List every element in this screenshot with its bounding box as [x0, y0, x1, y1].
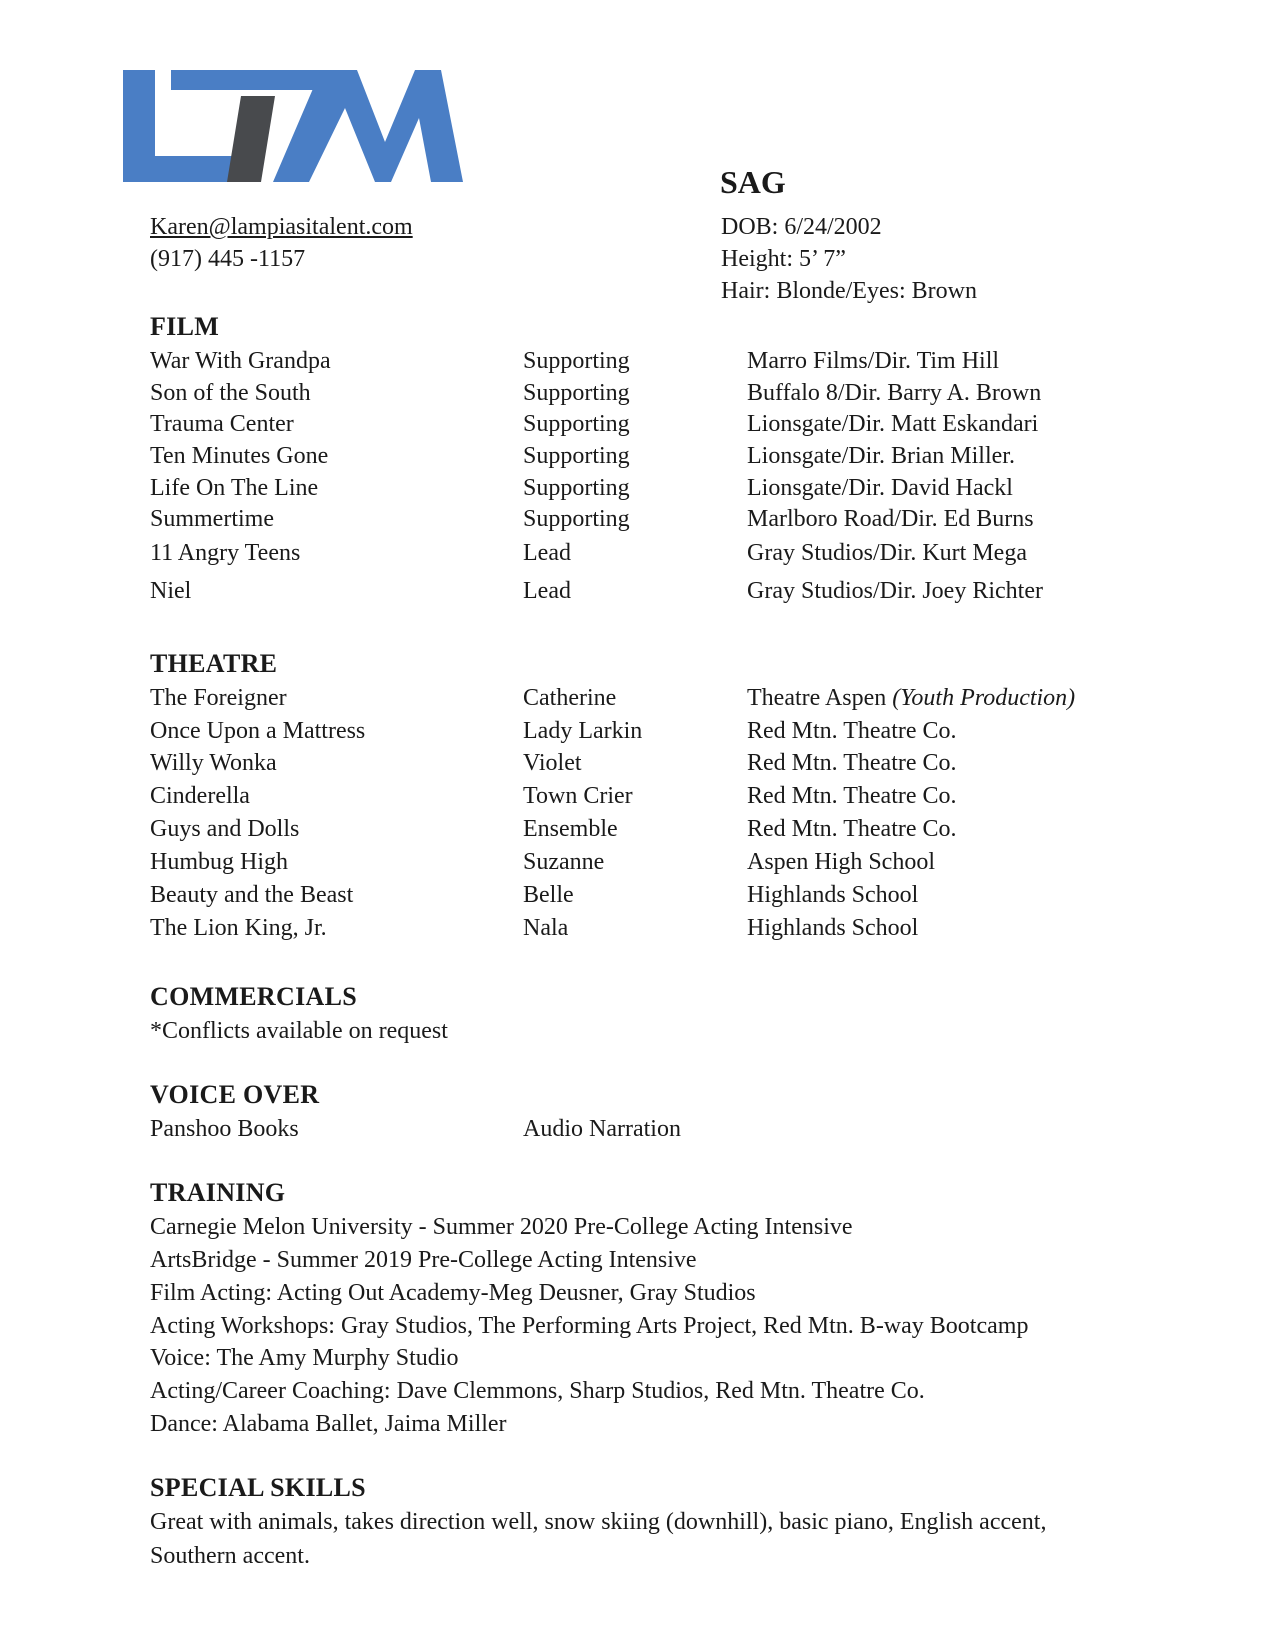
ltm-logo [123, 70, 463, 188]
theatre-role: Catherine [523, 685, 617, 711]
film-role: Supporting [523, 506, 630, 532]
film-role: Supporting [523, 348, 630, 374]
voice-over-role: Audio Narration [523, 1116, 681, 1142]
film-title: Summertime [150, 506, 274, 532]
theatre-role: Violet [523, 750, 582, 776]
film-row [150, 345, 1150, 379]
theatre-title: Willy Wonka [150, 750, 277, 776]
voice-over-title: Panshoo Books [150, 1116, 299, 1142]
training-heading: TRAINING [150, 1178, 286, 1207]
special-skills-line: Great with animals, takes direction well, snow skiing (downhill), basic piano, English accent, [150, 1509, 1047, 1535]
film-title: Niel [150, 578, 192, 604]
film-title: Life On The Line [150, 475, 319, 501]
theatre-role: Lady Larkin [523, 718, 643, 744]
film-heading: FILM [150, 312, 220, 341]
union-label: SAG [720, 164, 786, 200]
theatre-role: Belle [523, 882, 574, 908]
voice-over-row [150, 1113, 1150, 1147]
film-row [150, 377, 1150, 411]
film-row [150, 472, 1150, 506]
theatre-heading: THEATRE [150, 649, 278, 678]
film-company: Marro Films/Dir. Tim Hill [747, 348, 1000, 374]
theatre-title: The Foreigner [150, 685, 287, 711]
film-company: Gray Studios/Dir. Joey Richter [747, 578, 1043, 604]
film-title: War With Grandpa [150, 348, 331, 374]
hair-eyes: Hair: Blonde/Eyes: Brown [721, 278, 977, 304]
theatre-row [150, 715, 1150, 749]
film-role: Supporting [523, 475, 630, 501]
film-company: Lionsgate/Dir. David Hackl [747, 475, 1013, 501]
theatre-company: Red Mtn. Theatre Co. [747, 816, 957, 842]
theatre-role: Town Crier [523, 783, 633, 809]
commercials-heading: COMMERCIALS [150, 982, 357, 1011]
training-line: Dance: Alabama Ballet, Jaima Miller [150, 1411, 507, 1437]
phone-number: (917) 445 -1157 [150, 246, 306, 272]
special-skills-line: Southern accent. [150, 1543, 310, 1569]
training-line: Acting/Career Coaching: Dave Clemmons, Sharp Studios, Red Mtn. Theatre Co. [150, 1378, 925, 1404]
film-role: Supporting [523, 443, 630, 469]
special-skills-heading: SPECIAL SKILLS [150, 1473, 366, 1502]
training-line: Acting Workshops: Gray Studios, The Performing Arts Project, Red Mtn. B-way Bootcamp [150, 1313, 1029, 1339]
film-role: Supporting [523, 411, 630, 437]
film-role: Lead [523, 578, 571, 604]
training-line: Carnegie Melon University - Summer 2020 Pre-College Acting Intensive [150, 1214, 853, 1240]
training-line: ArtsBridge - Summer 2019 Pre-College Acting Intensive [150, 1247, 697, 1273]
theatre-role: Ensemble [523, 816, 618, 842]
theatre-company: Red Mtn. Theatre Co. [747, 718, 957, 744]
film-title: 11 Angry Teens [150, 540, 301, 566]
film-row [150, 440, 1150, 474]
theatre-row [150, 747, 1150, 781]
theatre-row [150, 682, 1150, 716]
training-line: Film Acting: Acting Out Academy-Meg Deusner, Gray Studios [150, 1280, 756, 1306]
theatre-company: Red Mtn. Theatre Co. [747, 783, 957, 809]
theatre-row [150, 912, 1150, 946]
theatre-title: The Lion King, Jr. [150, 915, 327, 941]
voice-over-heading: VOICE OVER [150, 1080, 320, 1109]
height: Height: 5’ 7” [721, 246, 846, 272]
theatre-row [150, 879, 1150, 913]
theatre-row [150, 846, 1150, 880]
logo-letter-t-bar [171, 70, 337, 90]
theatre-title: Once Upon a Mattress [150, 718, 366, 744]
theatre-row [150, 813, 1150, 847]
theatre-company: Red Mtn. Theatre Co. [747, 750, 957, 776]
film-row [150, 503, 1150, 537]
film-row [150, 575, 1150, 609]
film-company: Lionsgate/Dir. Matt Eskandari [747, 411, 1039, 437]
theatre-role: Nala [523, 915, 569, 941]
theatre-role: Suzanne [523, 849, 605, 875]
theatre-company-name: Theatre Aspen [747, 685, 887, 711]
theatre-title: Humbug High [150, 849, 288, 875]
film-company: Marlboro Road/Dir. Ed Burns [747, 506, 1034, 532]
theatre-company: Aspen High School [747, 849, 935, 875]
film-role: Supporting [523, 380, 630, 406]
film-role: Lead [523, 540, 571, 566]
dob: DOB: 6/24/2002 [721, 214, 882, 240]
film-row [150, 537, 1150, 571]
theatre-company-note: (Youth Production) [892, 685, 1076, 711]
email-link[interactable]: Karen@lampiasitalent.com [150, 214, 413, 240]
film-title: Ten Minutes Gone [150, 443, 329, 469]
theatre-row [150, 780, 1150, 814]
commercials-note: *Conflicts available on request [150, 1018, 448, 1044]
theatre-company: Highlands School [747, 915, 919, 941]
film-company: Gray Studios/Dir. Kurt Mega [747, 540, 1027, 566]
training-line: Voice: The Amy Murphy Studio [150, 1345, 459, 1371]
film-row [150, 408, 1150, 442]
theatre-title: Cinderella [150, 783, 250, 809]
film-company: Buffalo 8/Dir. Barry A. Brown [747, 380, 1042, 406]
theatre-title: Beauty and the Beast [150, 882, 354, 908]
film-title: Trauma Center [150, 411, 294, 437]
logo-letter-t-stem [227, 96, 275, 182]
theatre-title: Guys and Dolls [150, 816, 300, 842]
film-title: Son of the South [150, 380, 311, 406]
theatre-company [747, 682, 1075, 714]
film-company: Lionsgate/Dir. Brian Miller. [747, 443, 1015, 469]
theatre-company: Highlands School [747, 882, 919, 908]
